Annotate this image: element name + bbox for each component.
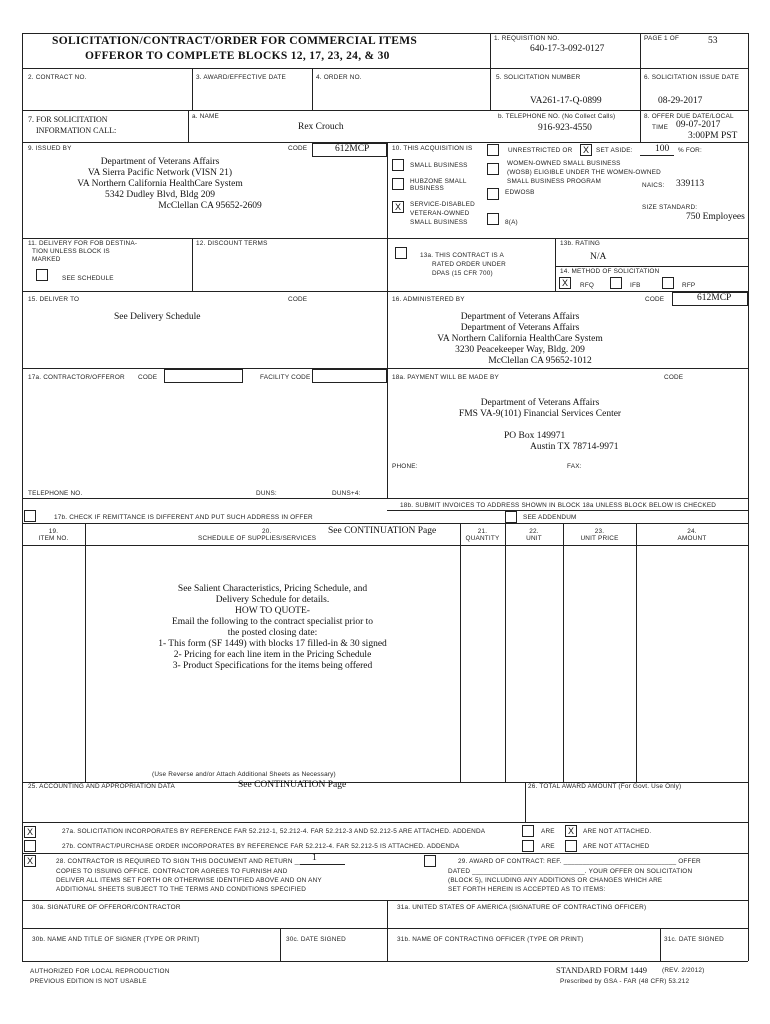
admin-line: Department of Veterans Affairs	[460, 323, 580, 333]
schedule-line: Delivery Schedule for details.	[215, 595, 330, 605]
rfq-checkbox[interactable]: X	[559, 277, 571, 289]
phone-value[interactable]: 916-923-4550	[538, 123, 592, 133]
issued-line: Department of Veterans Affairs	[100, 157, 220, 167]
schedule-continuation: See CONTINUATION Page	[328, 526, 437, 536]
29-line: DATED ______________________________. YOUR OFFER ON SOLICITATION	[448, 868, 693, 875]
issued-line: VA Sierra Pacific Network (VISN 21)	[87, 168, 233, 178]
officer-date-label: 31c. DATE SIGNED	[664, 936, 724, 943]
27b-are-label: ARE	[541, 843, 555, 850]
facility-code-label: FACILITY CODE	[260, 374, 311, 381]
28-line: COPIES TO ISSUING OFFICE. CONTRACTOR AGREES TO FURNISH AND	[56, 868, 288, 875]
col-unit-price: UNIT PRICE	[580, 535, 619, 542]
27b-are-checkbox[interactable]	[522, 840, 534, 852]
remittance-checkbox[interactable]	[24, 510, 36, 522]
col-schedule: 20.	[262, 528, 272, 535]
issue-date-value[interactable]: 08-29-2017	[658, 96, 703, 106]
col-quantity: QUANTITY	[465, 535, 500, 542]
rfp-checkbox[interactable]	[662, 277, 674, 289]
rated-order-label: 13a. THIS CONTRACT IS A	[420, 252, 504, 259]
29-line: (BLOCK 5), INCLUDING ANY ADDITIONS OR CHANGES WHICH ARE	[448, 877, 663, 884]
hubzone-checkbox[interactable]	[392, 178, 404, 190]
frame-right	[748, 33, 749, 961]
admin-code-value[interactable]: 612MCP	[697, 293, 732, 303]
schedule-line: Email the following to the contract specialist prior to	[171, 617, 374, 627]
wosb-label: SMALL BUSINESS PROGRAM	[507, 178, 602, 185]
27a-checkbox[interactable]: X	[24, 826, 36, 838]
duns-label: DUNS:	[256, 490, 277, 497]
eight-a-label: 8(A)	[505, 219, 518, 226]
due-date-value[interactable]: 09-07-2017	[676, 120, 721, 130]
solicitation-no-label: 5. SOLICITATION NUMBER	[496, 74, 581, 81]
eight-a-checkbox[interactable]	[487, 213, 499, 225]
officer-name-label: 31b. NAME OF CONTRACTING OFFICER (TYPE OR PRINT)	[397, 936, 584, 943]
schedule-footer-note: (Use Reverse and/or Attach Additional Sheets as Necessary)	[152, 771, 336, 778]
info-call-label-1: 7. FOR SOLICITATION	[28, 115, 108, 124]
admin-line: McClellan CA 95652-1012	[488, 356, 592, 366]
27b-are-not-label: ARE NOT ATTACHED	[583, 843, 650, 850]
admin-line: VA Northern California HealthCare System	[437, 334, 603, 344]
schedule-line: the posted closing date:	[227, 628, 318, 638]
27b-text: 27b. CONTRACT/PURCHASE ORDER INCORPORATES BY REFERENCE FAR 52.212-4. FAR 52.212-5 IS ATTACHED. ADDENDA	[62, 843, 460, 850]
rated-order-label: RATED ORDER UNDER	[432, 261, 506, 268]
payment-po-box: PO Box 149971	[504, 431, 566, 441]
set-aside-checkbox[interactable]: X	[580, 144, 592, 156]
payment-line: FMS VA-9(101) Financial Services Center	[458, 409, 622, 419]
size-standard-label: SIZE STANDARD:	[642, 204, 698, 211]
rated-order-label: DPAS (15 CFR 700)	[432, 270, 493, 277]
payment-code-label: CODE	[664, 374, 684, 381]
sdvosb-label: SMALL BUSINESS	[410, 219, 468, 226]
deliver-to-value[interactable]: See Delivery Schedule	[114, 312, 201, 322]
admin-line: 3230 Peacekeeper Way, Bldg. 209	[455, 345, 585, 355]
footer-previous-edition: PREVIOUS EDITION IS NOT USABLE	[30, 978, 147, 985]
footer-reproduction: AUTHORIZED FOR LOCAL REPRODUCTION	[30, 968, 170, 975]
size-standard-value[interactable]: 750 Employees	[686, 212, 745, 222]
requisition-label: 1. REQUISITION NO.	[494, 35, 560, 42]
29-line: 29. AWARD OF CONTRACT: REF. ______________________________ OFFER	[458, 858, 701, 865]
signer-name-label: 30b. NAME AND TITLE OF SIGNER (TYPE OR PRINT)	[32, 936, 200, 943]
rfq-label: RFQ	[580, 282, 595, 289]
col-unit: UNIT	[526, 535, 542, 542]
schedule-line: 3- Product Specifications for the items being offered	[172, 661, 373, 671]
form-title-line2: OFFEROR TO COMPLETE BLOCKS 12, 17, 23, 24, & 30	[85, 50, 390, 62]
info-call-label-2: INFORMATION CALL:	[36, 126, 117, 135]
29-line: SET FORTH HEREIN IS ACCEPTED AS TO ITEMS:	[448, 886, 606, 893]
frame-bottom	[22, 961, 748, 962]
27b-are-not-checkbox[interactable]	[565, 840, 577, 852]
accounting-value[interactable]: See CONTINUATION Page	[238, 780, 347, 790]
footer-prescribed: Prescribed by GSA - FAR (48 CFR) 53.212	[560, 978, 690, 985]
award-date-label: 3. AWARD/EFFECTIVE DATE	[196, 74, 286, 81]
edwosb-checkbox[interactable]	[487, 188, 499, 200]
payment-line: Department of Veterans Affairs	[480, 398, 600, 408]
schedule-line: See Salient Characteristics, Pricing Schedule, and	[177, 584, 368, 594]
remittance-label: 17b. CHECK IF REMITTANCE IS DIFFERENT AND PUT SUCH ADDRESS IN OFFER	[54, 514, 313, 521]
admin-line: Department of Veterans Affairs	[460, 312, 580, 322]
29-checkbox[interactable]	[424, 855, 436, 867]
hubzone-label: BUSINESS	[410, 185, 444, 192]
due-date-label: 8. OFFER DUE DATE/LOCAL	[644, 113, 734, 120]
27a-text: 27a. SOLICITATION INCORPORATES BY REFERENCE FAR 52.212-1, 52.212-4. FAR 52.212-3 AND 52.212-5 ARE ATTACHED. ADDENDA	[62, 828, 486, 835]
admin-code-label: CODE	[645, 296, 665, 303]
accounting-label: 25. ACCOUNTING AND APPROPRIATION DATA	[28, 783, 175, 790]
col-amount: 24.	[687, 528, 697, 535]
27a-are-checkbox[interactable]	[522, 825, 534, 837]
unrestricted-label: UNRESTRICTED OR	[508, 147, 573, 154]
issued-line: 5342 Dudley Blvd, Bldg 209	[104, 190, 216, 200]
issued-line: McClellan CA 95652-2609	[158, 201, 262, 211]
issued-code-label: CODE	[288, 145, 308, 152]
wosb-checkbox[interactable]	[487, 163, 499, 175]
ifb-label: IFB	[630, 282, 641, 289]
sdvosb-checkbox[interactable]: X	[392, 201, 404, 213]
naics-value[interactable]: 339113	[676, 179, 705, 189]
name-label: a. NAME	[192, 113, 219, 120]
28-copies[interactable]: 1	[312, 853, 317, 863]
method-label: 14. METHOD OF SOLICITATION	[560, 268, 660, 275]
see-schedule-checkbox[interactable]	[36, 269, 48, 281]
rating-value[interactable]: N/A	[590, 252, 607, 262]
see-schedule-label: SEE SCHEDULE	[62, 275, 114, 282]
27a-are-label: ARE	[541, 828, 555, 835]
contract-no-label: 2. CONTRACT NO.	[28, 74, 87, 81]
signer-date-label: 30c. DATE SIGNED	[286, 936, 346, 943]
small-business-label: SMALL BUSINESS	[410, 162, 468, 169]
payment-fax-label: FAX:	[567, 463, 582, 470]
due-time-value[interactable]: 3:00PM PST	[688, 131, 738, 141]
offeror-signature-label: 30a. SIGNATURE OF OFFEROR/CONTRACTOR	[32, 904, 181, 911]
issued-by-label: 9. ISSUED BY	[28, 145, 72, 152]
acquisition-label: 10. THIS ACQUISITION IS	[392, 145, 473, 152]
due-time-label: TIME	[652, 124, 669, 131]
fob-label: TION UNLESS BLOCK IS	[32, 248, 110, 255]
see-addendum-label: SEE ADDENDUM	[523, 514, 577, 521]
naics-label: NAICS:	[642, 182, 665, 189]
deliver-code-label: CODE	[288, 296, 308, 303]
rated-order-checkbox[interactable]	[395, 247, 407, 259]
payment-label: 18a. PAYMENT WILL BE MADE BY	[392, 374, 499, 381]
issued-line: VA Northern California HealthCare System	[77, 179, 243, 189]
payment-city: Austin TX 78714-9971	[530, 442, 619, 452]
issued-code-value[interactable]: 612MCP	[335, 144, 370, 154]
col-amount: AMOUNT	[677, 535, 707, 542]
28-line: ADDITIONAL SHEETS SUBJECT TO THE TERMS AND CONDITIONS SPECIFIED	[56, 886, 307, 893]
rfp-label: RFP	[682, 282, 696, 289]
total-award-label: 26. TOTAL AWARD AMOUNT (For Govt. Use Only)	[528, 783, 682, 790]
submit-invoices-label: 18b. SUBMIT INVOICES TO ADDRESS SHOWN IN BLOCK 18a UNLESS BLOCK BELOW IS CHECKED	[400, 502, 717, 509]
28-line: DELIVER ALL ITEMS SET FORTH OR OTHERWISE IDENTIFIED ABOVE AND ON ANY	[56, 877, 322, 884]
27b-checkbox[interactable]	[24, 840, 36, 852]
telephone-label: TELEPHONE NO.	[28, 490, 83, 497]
schedule-line: 2- Pricing for each line item in the Pricing Schedule	[173, 650, 372, 660]
col-item-no: 19.	[48, 528, 59, 535]
footer-form-name: STANDARD FORM 1449	[556, 965, 647, 975]
page-label: PAGE 1 OF	[644, 35, 680, 42]
sdvosb-label: SERVICE-DISABLED	[410, 201, 475, 208]
col-unit: 22.	[529, 528, 539, 535]
col-quantity: 21.	[477, 528, 488, 535]
unrestricted-checkbox[interactable]	[487, 144, 499, 156]
administered-by-label: 16. ADMINISTERED BY	[392, 296, 465, 303]
col-item-no: ITEM NO.	[38, 535, 69, 542]
issue-date-label: 6. SOLICITATION ISSUE DATE	[644, 74, 740, 81]
col-schedule: SCHEDULE OF SUPPLIES/SERVICES	[198, 535, 317, 542]
sdvosb-label: VETERAN-OWNED	[410, 210, 470, 217]
officer-signature-label: 31a. UNITED STATES OF AMERICA (SIGNATURE OF CONTRACTING OFFICER)	[397, 904, 647, 911]
schedule-line: HOW TO QUOTE-	[235, 606, 310, 616]
discount-terms-label: 12. DISCOUNT TERMS	[196, 240, 268, 247]
form-title-line1: SOLICITATION/CONTRACT/ORDER FOR COMMERCIAL ITEMS	[52, 35, 418, 47]
28-checkbox[interactable]: X	[24, 855, 36, 867]
requisition-value[interactable]: 640-17-3-092-0127	[530, 44, 605, 54]
wosb-label: WOMEN-OWNED SMALL BUSINESS	[507, 160, 621, 167]
percent-for-label: % FOR:	[678, 147, 702, 154]
set-aside-label: SET ASIDE:	[596, 147, 633, 154]
see-addendum-checkbox[interactable]	[505, 511, 517, 523]
contractor-code-label: CODE	[138, 374, 158, 381]
fob-label: 11. DELIVERY FOR FOB DESTINA-	[28, 240, 138, 247]
col-unit-price: 23.	[594, 528, 605, 535]
deliver-to-label: 15. DELIVER TO	[28, 296, 80, 303]
page-total: 53	[708, 36, 718, 46]
27a-are-not-checkbox[interactable]: X	[565, 825, 577, 837]
payment-phone-label: PHONE:	[392, 463, 418, 470]
phone-label: b. TELEPHONE NO. (No Collect Calls)	[498, 113, 616, 120]
wosb-label: (WOSB) ELIGIBLE UNDER THE WOMEN-OWNED	[507, 169, 661, 176]
edwosb-label: EDWOSB	[505, 189, 535, 196]
footer-revision: (REV. 2/2012)	[662, 967, 705, 974]
hubzone-label: HUBZONE SMALL	[410, 178, 467, 185]
27a-are-not-label: ARE NOT ATTACHED.	[583, 828, 652, 835]
duns4-label: DUNS+4:	[332, 490, 361, 497]
solicitation-no-value[interactable]: VA261-17-Q-0899	[530, 96, 602, 106]
schedule-line: 1- This form (SF 1449) with blocks 17 filled-in & 30 signed	[158, 639, 387, 649]
ifb-checkbox[interactable]	[610, 277, 622, 289]
order-no-label: 4. ORDER NO.	[316, 74, 362, 81]
set-aside-percent[interactable]: 100	[655, 144, 670, 154]
rating-label: 13b. RATING	[560, 240, 601, 247]
fob-label: MARKED	[32, 256, 61, 263]
contact-name[interactable]: Rex Crouch	[298, 122, 344, 132]
28-line: 28. CONTRACTOR IS REQUIRED TO SIGN THIS DOCUMENT AND RETURN ____	[56, 858, 310, 865]
small-business-checkbox[interactable]	[392, 159, 404, 171]
contractor-label: 17a. CONTRACTOR/OFFEROR	[28, 374, 125, 381]
